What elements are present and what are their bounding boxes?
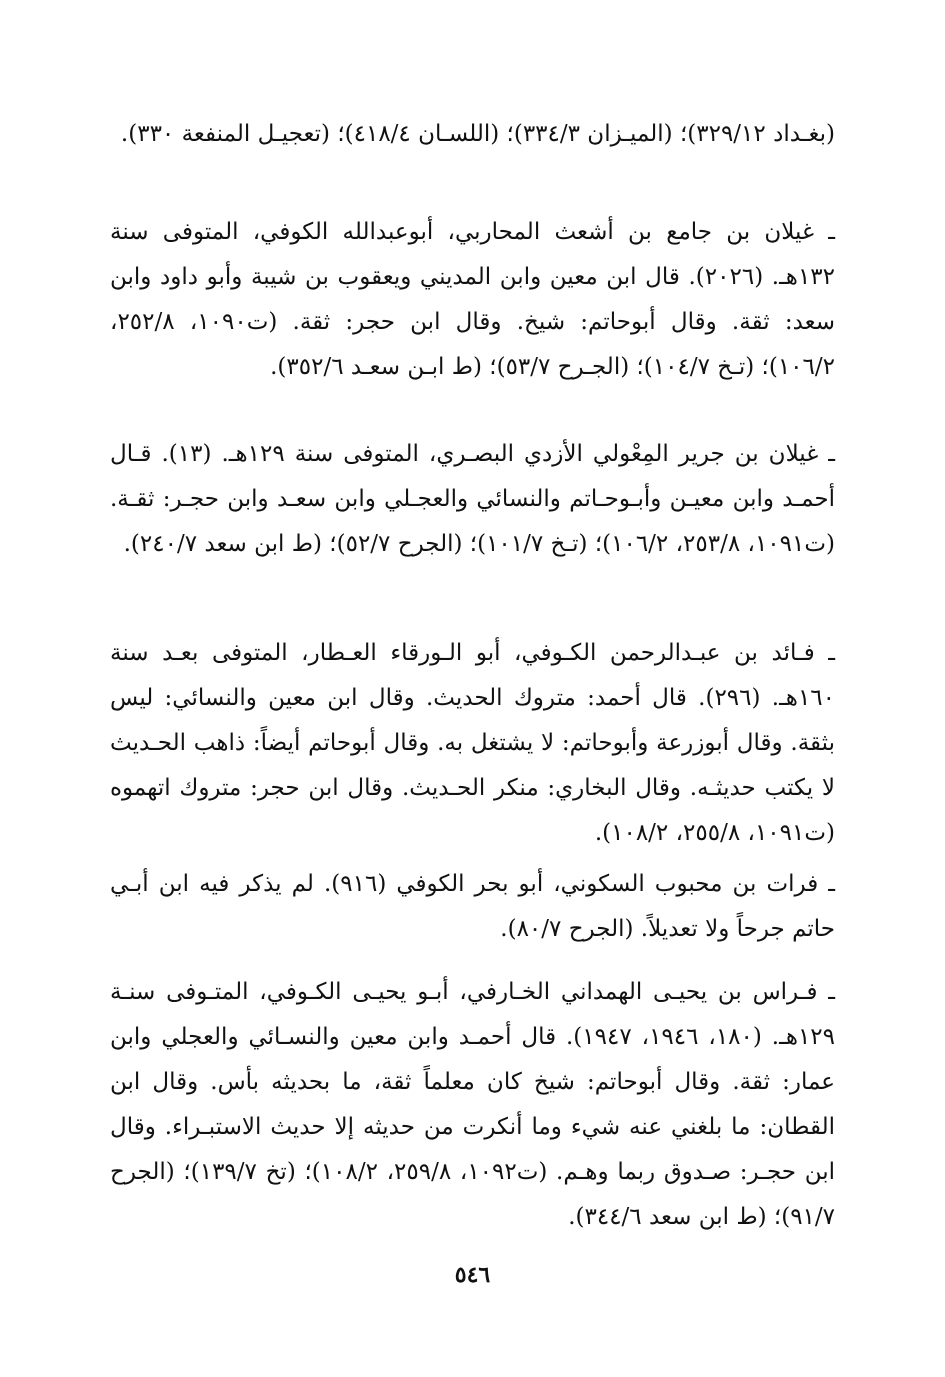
entry-furat-bin-mahbub [110, 862, 835, 952]
entry-text: ـ غيلان بن جامع بن أشعث المحاربي، أبوعبدالله الكوفي، المتوفى سنة ١٣٢هـ. (٢٠٢٦). قال ابن معين وابن المديني ويعقوب بن شيبة وأبو داود وابن سعد: ثقة. وقال أبوحاتم: شيخ. وقال ابن حجر: ثقة. (ت١٠٩٠، ٢٥٢/٨، ١٠٦/٢)؛ (تـخ ١٠٤/٧)؛ (الجـرح ٥٣/٧)؛ (ط ابـن سعـد ٣٥٢/٦). [110, 219, 836, 380]
entry-ghaylan-bin-jami [110, 210, 835, 390]
page-number: ٥٤٦ [454, 1262, 491, 1288]
entry-text: ـ فـراس بن يحيـى الهمداني الخـارفي، أبـو يحيـى الكـوفي، المتـوفى سنـة ١٢٩هـ. (١٨٠، ١٩٤٦، ١٩٤٧). قال أحمـد وابن معين والنسـائي والعجلي وابن عمار: ثقة. وقال أبوحاتم: شيخ كان معلماً ثقة، ما بحديثه بأس. وقال ابن القطان: ما بلغني عنه شيء وما أنكرت من حديثه إلا حديث الاستبـراء. وقال ابن حجـر: صـدوق ربما وهـم. (ت١٠٩٢، ٢٥٩/٨، ١٠٨/٢)؛ (تخ ١٣٩/٧)؛ (الجرح ٩١/٧)؛ (ط ابن سعد ٣٤٤/٦). [110, 979, 836, 1230]
entry-text: ـ فـائد بن عبـدالرحمن الكـوفي، أبو الـورقاء العـطار، المتوفى بعـد سنة ١٦٠هـ. (٢٩٦). قال أحمد: متروك الحديث. وقال ابن معين والنسائي: ليس بثقة. وقال أبوزرعة وأبوحاتم: لا يشتغل به. وقال أبوحاتم أيضاً: ذاهب الحـديث لا يكتب حديثـه. وقال البخاري: منكر الحـديث. وقال ابن حجر: متروك اتهموه (ت١٠٩١، ٢٥٥/٨، ١٠٨/٢). [110, 640, 835, 846]
entry-text: ـ فرات بن محبوب السكوني، أبو بحر الكوفي (٩١٦). لم يذكر فيه ابن أبـي حاتم جرحاً ولا تعديلاً. (الجرح ٨٠/٧). [110, 871, 835, 942]
entry-text: (بغـداد ٣٢٩/١٢)؛ (الميـزان ٣٣٤/٣)؛ (اللسـان ٤١٨/٤)؛ (تعجيـل المنفعة ٣٣٠). [120, 121, 835, 147]
entry-ghaylan-bin-jarir [110, 432, 835, 567]
entry-continuation [110, 112, 835, 157]
entry-faid-bin-abdulrahman [110, 631, 835, 856]
entry-text: ـ غيلان بن جرير المِعْولي الأزدي البصـري، المتوفى سنة ١٢٩هـ. (١٣). قـال أحمـد وابن معيـن وأبـوحـاتم والنسائي والعجـلي وابن سعـد وابن حجـر: ثقـة. (ت١٠٩١، ٢٥٣/٨، ١٠٦/٢)؛ (تـخ ١٠١/٧)؛ (الجرح ٥٢/٧)؛ (ط ابن سعد ٢٤٠/٧). [110, 441, 836, 557]
entry-firas-bin-yahya [110, 970, 835, 1240]
